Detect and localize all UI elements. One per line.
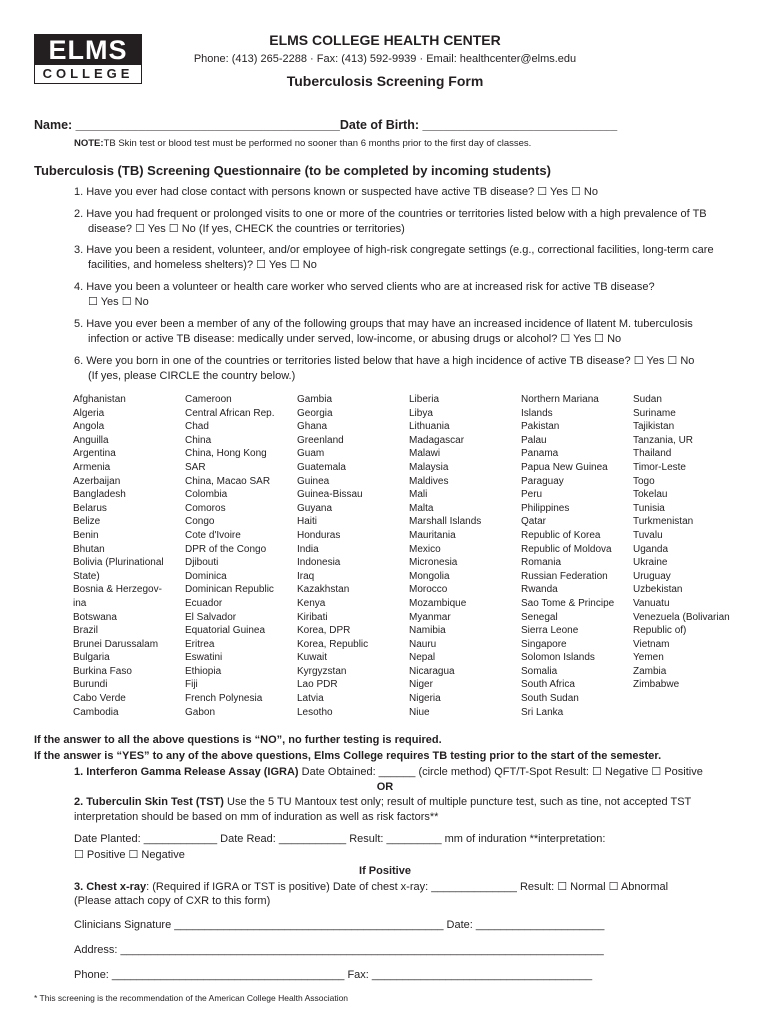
chest-xray-test[interactable] bbox=[74, 880, 668, 893]
country-item[interactable]: Libya bbox=[409, 407, 433, 419]
health-center-title: ELMS COLLEGE HEALTH CENTER bbox=[269, 32, 501, 48]
country-item[interactable]: South Sudan bbox=[521, 693, 579, 705]
country-item[interactable]: Cabo Verde bbox=[73, 693, 126, 705]
country-item[interactable]: Haiti bbox=[297, 516, 318, 528]
country-item[interactable]: Comoros bbox=[185, 502, 226, 514]
country-item[interactable]: Benin bbox=[73, 529, 99, 541]
country-item[interactable]: Marshall Islands bbox=[409, 516, 482, 528]
country-item[interactable]: Venezuela (Bolivarian bbox=[633, 611, 730, 623]
country-item[interactable]: State) bbox=[73, 570, 100, 582]
country-item[interactable]: Tunisia bbox=[633, 502, 665, 514]
country-item[interactable]: Anguilla bbox=[73, 434, 109, 446]
country-item[interactable]: Zimbabwe bbox=[633, 679, 680, 691]
country-item[interactable]: Bolivia (Plurinational bbox=[73, 557, 164, 569]
country-item[interactable]: Ecuador bbox=[185, 597, 223, 609]
country-item[interactable]: Morocco bbox=[409, 584, 448, 596]
country-item[interactable]: Qatar bbox=[521, 516, 547, 528]
question-5-line-2: infection or active TB disease: medically under served, low-income, or abusing drugs or alcohol? ☐ Yes ☐ No bbox=[88, 333, 622, 345]
question-3-line-1: 3. Have you been a resident, volunteer, and/or employee of high-risk congregate settings (e.g., correctional facilities, long-term care bbox=[74, 244, 714, 256]
country-item[interactable]: Tokelau bbox=[633, 489, 668, 501]
note-text: TB Skin test or blood test must be performed no sooner than 6 months prior to the first day of classes. bbox=[103, 138, 532, 149]
country-item[interactable]: Paraguay bbox=[521, 475, 564, 487]
country-item[interactable]: Eswatini bbox=[185, 652, 223, 664]
contact-info: Phone: (413) 265-2288 · Fax: (413) 592-9939 · Email: healthcenter@elms.edu bbox=[193, 53, 577, 65]
igra-label: 1. Interferon Gamma Release Assay (IGRA) bbox=[74, 766, 299, 778]
country-item[interactable]: Peru bbox=[521, 489, 543, 501]
country-item[interactable]: SAR bbox=[185, 461, 206, 473]
country-item[interactable]: Dominican Republic bbox=[185, 584, 274, 596]
country-item[interactable]: Malawi bbox=[409, 448, 441, 460]
country-item[interactable]: Senegal bbox=[521, 611, 558, 623]
country-item[interactable]: El Salvador bbox=[185, 611, 237, 623]
country-item[interactable]: China, Hong Kong bbox=[185, 448, 267, 460]
country-item[interactable]: Kazakhstan bbox=[297, 584, 350, 596]
country-item[interactable]: Sudan bbox=[633, 394, 662, 405]
country-item[interactable]: Angola bbox=[73, 421, 105, 433]
country-item[interactable]: Chad bbox=[185, 421, 209, 433]
tst-label: 2. Tuberculin Skin Test (TST) bbox=[74, 796, 224, 808]
country-item[interactable]: DPR of the Congo bbox=[185, 543, 267, 555]
country-column bbox=[633, 393, 745, 719]
country-item[interactable]: Somalia bbox=[521, 665, 558, 677]
country-item[interactable]: Armenia bbox=[73, 461, 111, 473]
country-column bbox=[521, 393, 633, 719]
country-item[interactable]: Kuwait bbox=[297, 652, 328, 664]
country-item[interactable]: Korea, Republic bbox=[297, 638, 369, 650]
country-item[interactable]: Tajikistan bbox=[633, 421, 675, 433]
country-item[interactable]: Kyrgyzstan bbox=[297, 665, 347, 677]
country-item[interactable]: Thailand bbox=[633, 448, 672, 460]
country-item[interactable]: Djibouti bbox=[185, 557, 219, 569]
country-item[interactable]: Vietnam bbox=[633, 638, 670, 650]
country-item[interactable]: Tanzania, UR bbox=[633, 434, 694, 446]
country-item[interactable]: Central African Rep. bbox=[185, 407, 275, 419]
country-item[interactable]: Sri Lanka bbox=[521, 706, 564, 718]
country-item[interactable]: Equatorial Guinea bbox=[185, 625, 266, 637]
chest-xray-note: (Please attach copy of CXR to this form) bbox=[74, 895, 271, 907]
country-item[interactable]: Niger bbox=[409, 679, 433, 691]
country-item[interactable]: Lao PDR bbox=[297, 679, 338, 691]
tst-text-continued: interpretation should be based on mm of induration as well as risk factors** bbox=[74, 811, 439, 823]
chest-xray-text: : (Required if IGRA or TST is positive) Date of chest x-ray: ______________ Result: ☐ Normal ☐ Abnormal bbox=[146, 881, 669, 893]
elms-college-logo bbox=[34, 34, 142, 84]
country-item[interactable]: Gambia bbox=[297, 394, 333, 405]
country-item[interactable]: Republic of) bbox=[633, 625, 687, 637]
country-item[interactable]: Islands bbox=[521, 407, 553, 419]
country-item[interactable]: Mongolia bbox=[409, 570, 450, 582]
question-2-line-2: disease? ☐ Yes ☐ No (If yes, CHECK the countries or territories) bbox=[88, 223, 405, 235]
country-item[interactable]: Bhutan bbox=[73, 543, 105, 555]
country-item[interactable]: Madagascar bbox=[409, 434, 465, 446]
country-item[interactable]: Russian Federation bbox=[521, 570, 608, 582]
country-column bbox=[297, 393, 409, 719]
question-5-line-1: 5. Have you ever been a member of any of the following groups that may have an increased incidence of llatent M. tuberculosis bbox=[74, 318, 693, 330]
country-item[interactable]: Indonesia bbox=[297, 557, 341, 569]
country-item[interactable]: Botswana bbox=[73, 611, 117, 623]
country-item[interactable]: Greenland bbox=[297, 434, 344, 446]
form-title: Tuberculosis Screening Form bbox=[286, 73, 484, 89]
answer-no-note: If the answer to all the above questions is “NO”, no further testing is required. bbox=[34, 734, 442, 746]
country-column bbox=[73, 393, 185, 719]
question-5[interactable] bbox=[74, 317, 744, 347]
country-item[interactable]: Mauritania bbox=[409, 529, 456, 541]
note bbox=[74, 138, 531, 149]
country-item[interactable]: Nigeria bbox=[409, 693, 441, 705]
igra-test[interactable] bbox=[74, 765, 703, 778]
country-item[interactable]: Palau bbox=[521, 434, 547, 446]
country-item[interactable]: Zambia bbox=[633, 665, 667, 677]
country-item[interactable]: Suriname bbox=[633, 407, 676, 419]
country-item[interactable]: Sierra Leone bbox=[521, 625, 579, 637]
country-item[interactable]: Pakistan bbox=[521, 421, 560, 433]
country-item[interactable]: Burundi bbox=[73, 679, 108, 691]
country-item[interactable]: Cambodia bbox=[73, 706, 119, 718]
question-3-line-2: facilities, and homeless shelters)? ☐ Yes ☐ No bbox=[88, 259, 317, 271]
country-item[interactable]: Gabon bbox=[185, 706, 216, 718]
country-item[interactable]: Cote d'Ivoire bbox=[185, 529, 241, 541]
question-4-line-2: ☐ Yes ☐ No bbox=[88, 296, 149, 308]
question-3[interactable] bbox=[74, 243, 744, 273]
country-item[interactable]: Dominica bbox=[185, 570, 227, 582]
country-item[interactable]: Malaysia bbox=[409, 461, 449, 473]
country-item[interactable]: Iraq bbox=[297, 570, 315, 582]
country-item[interactable]: Nepal bbox=[409, 652, 436, 664]
question-6[interactable] bbox=[74, 354, 744, 384]
country-item[interactable]: China, Macao SAR bbox=[185, 475, 271, 487]
country-item[interactable]: Sao Tome & Principe bbox=[521, 597, 615, 609]
country-item[interactable]: Rwanda bbox=[521, 584, 558, 596]
country-item[interactable]: Niue bbox=[409, 706, 430, 718]
country-item[interactable]: Kenya bbox=[297, 597, 326, 609]
country-item[interactable]: Mali bbox=[409, 489, 428, 501]
country-item[interactable]: Ghana bbox=[297, 421, 328, 433]
country-item[interactable]: Algeria bbox=[73, 407, 105, 419]
country-item[interactable]: Korea, DPR bbox=[297, 625, 351, 637]
country-item[interactable]: Mexico bbox=[409, 543, 441, 555]
country-item[interactable]: South Africa bbox=[521, 679, 575, 691]
country-item[interactable]: Northern Mariana bbox=[521, 394, 599, 405]
country-item[interactable]: Singapore bbox=[521, 638, 567, 650]
country-item[interactable]: Togo bbox=[633, 475, 655, 487]
answer-yes-note: If the answer is “YES” to any of the above questions, Elms College requires TB testing prior to the start of the semester. bbox=[34, 750, 662, 762]
country-item[interactable]: Afghanistan bbox=[73, 394, 126, 405]
country-item[interactable]: Bulgaria bbox=[73, 652, 110, 664]
country-item[interactable]: Republic of Korea bbox=[521, 529, 601, 541]
logo-elms-text: ELMS bbox=[35, 35, 141, 65]
country-item[interactable]: Uganda bbox=[633, 543, 669, 555]
tst-result-checkboxes[interactable]: ☐ Positive ☐ Negative bbox=[74, 849, 185, 861]
country-item[interactable]: Philippines bbox=[521, 502, 570, 514]
country-item[interactable]: Guinea-Bissau bbox=[297, 489, 363, 501]
country-item[interactable]: Papua New Guinea bbox=[521, 461, 608, 473]
country-item[interactable]: Timor-Leste bbox=[633, 461, 686, 473]
chest-xray-label: 3. Chest x-ray bbox=[74, 881, 147, 893]
country-item[interactable]: Brunei Darussalam bbox=[73, 638, 159, 650]
question-4[interactable] bbox=[74, 280, 744, 310]
country-item[interactable]: Azerbaijan bbox=[73, 475, 121, 487]
country-item[interactable]: Nauru bbox=[409, 638, 437, 650]
country-list bbox=[73, 393, 743, 719]
footnote: * This screening is the recommendation of the American College Health Association bbox=[34, 993, 349, 1003]
country-item[interactable]: Vanuatu bbox=[633, 597, 670, 609]
country-item[interactable]: Guatemala bbox=[297, 461, 346, 473]
country-item[interactable]: Latvia bbox=[297, 693, 324, 705]
country-item[interactable]: Kiribati bbox=[297, 611, 328, 623]
name-dob-field[interactable]: Name: ______________________________________Date of Birth: ____________________________ bbox=[34, 118, 618, 132]
country-item[interactable]: Micronesia bbox=[409, 557, 458, 569]
country-item[interactable]: Solomon Islands bbox=[521, 652, 595, 664]
country-item[interactable]: Namibia bbox=[409, 625, 446, 637]
tst-text: Use the 5 TU Mantoux test only; result of multiple puncture test, such as tine, not accepted TST bbox=[223, 796, 692, 808]
country-item[interactable]: Honduras bbox=[297, 529, 341, 541]
country-item[interactable]: Guyana bbox=[297, 502, 333, 514]
country-item[interactable]: Lithuania bbox=[409, 421, 450, 433]
country-item[interactable]: Nicaragua bbox=[409, 665, 455, 677]
or-separator: OR bbox=[376, 781, 394, 793]
country-item[interactable]: Eritrea bbox=[185, 638, 215, 650]
country-item[interactable]: Bangladesh bbox=[73, 489, 126, 501]
country-item[interactable]: Belarus bbox=[73, 502, 107, 514]
country-column bbox=[185, 393, 297, 719]
country-item[interactable]: Guinea bbox=[297, 475, 330, 487]
questionnaire-heading: Tuberculosis (TB) Screening Questionnaire (to be completed by incoming students) bbox=[34, 163, 551, 178]
country-item[interactable]: Burkina Faso bbox=[73, 665, 132, 677]
country-item[interactable]: Mozambique bbox=[409, 597, 467, 609]
country-item[interactable]: Fiji bbox=[185, 679, 198, 691]
country-item[interactable]: Romania bbox=[521, 557, 562, 569]
country-item[interactable]: Georgia bbox=[297, 407, 333, 419]
country-item[interactable]: Ukraine bbox=[633, 557, 668, 569]
country-item[interactable]: Cameroon bbox=[185, 394, 232, 405]
country-item[interactable]: Myanmar bbox=[409, 611, 451, 623]
country-item[interactable]: Colombia bbox=[185, 489, 228, 501]
country-item[interactable]: ina bbox=[73, 597, 87, 609]
country-item[interactable]: Uruguay bbox=[633, 570, 671, 582]
address-field[interactable]: Address: _______________________________________________________________________________ bbox=[74, 944, 604, 956]
country-item[interactable]: Malta bbox=[409, 502, 434, 514]
country-item[interactable]: Liberia bbox=[409, 394, 440, 405]
country-item[interactable]: Republic of Moldova bbox=[521, 543, 612, 555]
question-4-line-1: 4. Have you been a volunteer or health care worker who served clients who are at increased risk for active TB disease? bbox=[74, 281, 655, 293]
question-6-line-2: (If yes, please CIRCLE the country below.) bbox=[88, 370, 296, 382]
igra-text: Date Obtained: ______ (circle method) QFT/T-Spot Result: ☐ Negative ☐ Positive bbox=[298, 766, 703, 778]
country-item[interactable]: French Polynesia bbox=[185, 693, 263, 705]
question-6-line-1: 6. Were you born in one of the countries or territories listed below that have a high incidence of active TB disease? ☐ Yes ☐ No bbox=[74, 355, 695, 367]
clinician-signature-field[interactable]: Clinicians Signature ____________________________________________ Date: _____________________ bbox=[74, 919, 605, 931]
tst-test bbox=[74, 796, 691, 808]
country-item[interactable]: Brazil bbox=[73, 625, 99, 637]
country-item[interactable]: Belize bbox=[73, 516, 101, 528]
question-2-line-1: 2. Have you had frequent or prolonged visits to one or more of the countries or territories listed below with a high prevalence of TB bbox=[74, 208, 707, 220]
tst-dates-field[interactable]: Date Planted: ____________ Date Read: ___________ Result: _________ mm of induration **interpretation: bbox=[74, 833, 606, 845]
country-item[interactable]: Uzbekistan bbox=[633, 584, 683, 596]
country-item[interactable]: Congo bbox=[185, 516, 215, 528]
note-label: NOTE: bbox=[74, 138, 104, 149]
country-item[interactable]: Maldives bbox=[409, 475, 449, 487]
country-item[interactable]: Ethiopia bbox=[185, 665, 222, 677]
if-positive-heading: If Positive bbox=[359, 865, 411, 877]
country-item[interactable]: Turkmenistan bbox=[633, 516, 694, 528]
question-2[interactable] bbox=[74, 207, 744, 237]
logo-college-text: COLLEGE bbox=[42, 66, 134, 81]
country-item[interactable]: Bosnia & Herzegov- bbox=[73, 584, 162, 596]
country-column bbox=[409, 393, 521, 719]
country-item[interactable]: Tuvalu bbox=[633, 529, 663, 541]
question-1[interactable]: 1. Have you ever had close contact with persons known or suspected have active TB disease? ☐ Yes ☐ No bbox=[74, 186, 598, 198]
country-item[interactable]: Argentina bbox=[73, 448, 116, 460]
country-item[interactable]: Lesotho bbox=[297, 706, 333, 718]
country-item[interactable]: Guam bbox=[297, 448, 325, 460]
phone-fax-field[interactable]: Phone: ______________________________________ Fax: ____________________________________ bbox=[74, 969, 593, 981]
country-item[interactable]: China bbox=[185, 434, 212, 446]
country-item[interactable]: Panama bbox=[521, 448, 559, 460]
country-item[interactable]: Yemen bbox=[633, 652, 664, 664]
country-item[interactable]: India bbox=[297, 543, 319, 555]
